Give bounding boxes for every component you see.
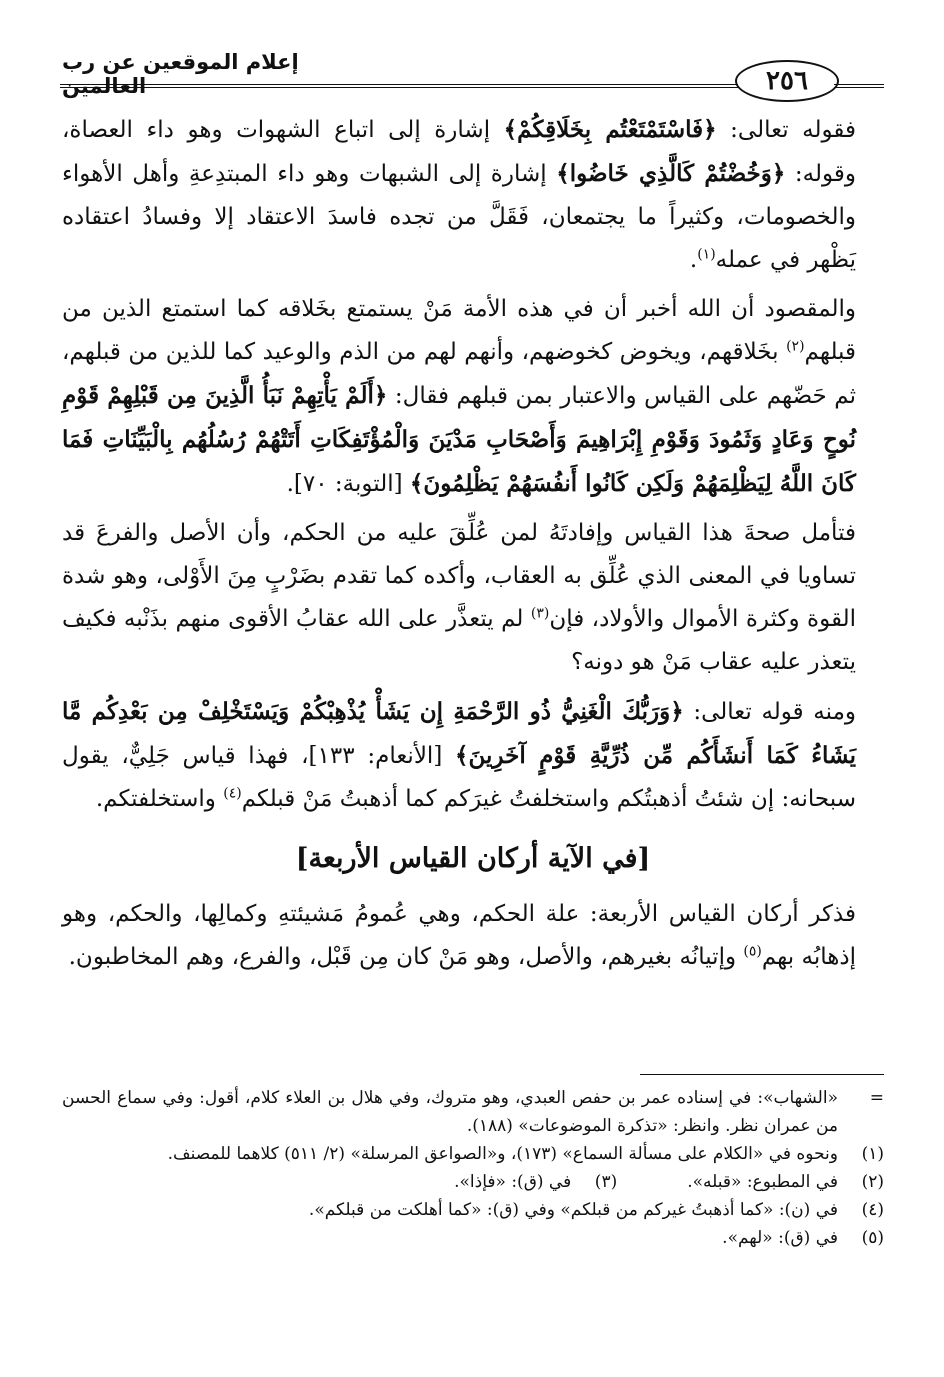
text-run: إشارة إلى اتباع الشهوات وهو داء العصاة، وقوله:: [62, 117, 856, 187]
text-run: والمقصود أن الله أخبر أن في هذه الأمة مَنْ يستمتع بخَلاقه كما استمتع الذين من قبلهم: [62, 296, 856, 365]
footnote-1: [62, 1140, 884, 1168]
text-run: واستخلفتكم.: [95, 786, 224, 812]
footnotes: [62, 1084, 884, 1252]
footnote-text: في (ن): «كما أذهبتُ غيركم من قبلكم» وفي (ق): «كما أهلكت من قبلكم».: [308, 1200, 838, 1220]
section-heading: [في الآية أركان القياس الأربعة]: [295, 843, 651, 874]
footnote-number: (٢): [861, 1172, 884, 1192]
paragraph: [62, 690, 884, 821]
footnote-2: [687, 1168, 884, 1196]
footnote-ref: (١): [697, 246, 716, 263]
paragraph: [62, 108, 884, 282]
text-run: فقوله تعالى:: [716, 117, 857, 143]
footnote-number: (٤): [861, 1200, 884, 1220]
footnote-text: في المطبوع: «قبله».: [687, 1172, 838, 1192]
footnote-text: ونحوه في «الكلام على مسألة السماع» (١٧٣)، و«الصواعق المرسلة» (٢/ ٥١١) كلاهما للمصنف.: [167, 1144, 838, 1164]
text-run: لم يتعذَّر على الله عقابُ الأقوى منهم بذَنْبه فكيف يتعذر عليه عقاب مَنْ هو دونه؟: [62, 606, 856, 675]
footnote-number: =: [869, 1088, 884, 1108]
quran-verse: ﴿فَاسْتَمْتَعْتُم بِخَلَاقِكُمْ﴾: [503, 116, 717, 143]
quran-verse: ﴿أَلَمْ يَأْتِهِمْ نَبَأُ الَّذِينَ مِن قَبْلِهِمْ قَوْمِ نُوحٍ وَعَادٍ وَثَمُودَ وَقَوْمِ إِبْرَاهِيمَ وَأَصْحَابِ مَدْيَنَ وَالْمُؤْتَفِكَاتِ أَتَتْهُمْ رُسُلُهُم بِالْبَيِّنَاتِ فَمَا كَانَ اللَّهُ لِيَظْلِمَهُمْ وَلَكِن كَانُوا أَنفُسَهُمْ يَظْلِمُونَ﴾: [62, 382, 856, 497]
footnote-5: [62, 1224, 884, 1252]
text-run: ومنه قوله تعالى:: [683, 699, 857, 725]
paragraph: [62, 893, 884, 979]
footnote-text: في (ق): «فإذا».: [454, 1172, 572, 1192]
quran-verse: ﴿وَرَبُّكَ الْغَنِيُّ ذُو الرَّحْمَةِ إِن يَشَأْ يُذْهِبْكُمْ وَيَسْتَخْلِفْ مِن بَعْدِكُم مَّا يَشَاءُ كَمَا أَنشَأَكُم مِّن ذُرِّيَّةِ قَوْمٍ آخَرِينَ﴾: [62, 698, 856, 769]
main-text: [62, 108, 884, 979]
footnote-number: (١): [861, 1144, 884, 1164]
running-title: إعلام الموقعين عن رب العالمين: [62, 50, 299, 98]
page-number: ٢٥٦: [735, 60, 839, 102]
text-run: بخَلاقهم، ويخوض كخوضهم، وأنهم لهم من الذم والوعيد كما للذين من قبلهم، ثم حَضّهم على القياس والاعتبار بمن قبلهم فقال:: [62, 339, 856, 409]
footnote-3: [454, 1168, 617, 1196]
footnote-number: (٥): [861, 1228, 884, 1248]
footnote-4: [62, 1196, 884, 1224]
quran-verse: ﴿وَخُضْتُمْ كَالَّذِي خَاضُوا﴾: [556, 160, 786, 187]
footnote-text: «الشهاب»: في إسناده عمر بن حفص العبدي، وهو متروك، وفي هلال بن العلاء كلام، أقول: وفي سماع الحسن من عمران نظر. وانظر: «تذكرة الموضوعات» (١٨٨).: [62, 1088, 838, 1136]
text-run: .: [689, 247, 698, 273]
header-rule: [60, 84, 738, 88]
footnote-number: (٣): [594, 1172, 618, 1192]
footnote-ref: (٤): [223, 785, 242, 802]
footnote-ref: (٥): [743, 943, 762, 960]
footnote-ref: (٣): [530, 605, 550, 622]
text-run: إشارة إلى الشبهات وهو داء المبتدِعةِ وأهل الأهواء والخصومات، وكثيراً ما يجتمعان، فَقَلَّ من تجده فاسدَ الاعتقاد إلا وفسادُ اعتقاده يَظْهر في عمله: [62, 161, 856, 273]
header-rule-right: [834, 84, 884, 88]
text-run: فذكر أركان القياس الأربعة: علة الحكم، وهي عُمومُ مَشيئتهِ وكمالِها، والحكم، وهو إذهابُه بهم: [62, 901, 856, 970]
text-run: وإتيانُه بغيرهم، والأصل، وهو مَنْ كان مِن قَبْل، والفرع، وهم المخاطبون.: [68, 944, 744, 970]
footnote-row: [62, 1168, 884, 1196]
footnote-text: في (ق): «لهم».: [722, 1228, 838, 1248]
text-run: [التوبة: ٧٠].: [286, 471, 410, 497]
paragraph: [62, 288, 884, 506]
footnote-continued: [62, 1084, 884, 1140]
text-run: فتأمل صحةَ هذا القياس وإفادتَهُ لمن عُلِّقَ عليه من الحكم، وأن الأصل والفرعَ قد تساويا في المعنى الذي عُلِّق به العقاب، وأكده كما تقدم بضَرْبٍ مِنَ الأَوْلى، وهو شدة القوة وكثرة الأموال والأولاد، فإن: [62, 520, 856, 632]
footnote-rule: [640, 1074, 884, 1075]
text-run: [الأنعام: ١٣٣]، فهذا قياس جَلِيٌّ، يقول سبحانه: إن شئتُ أذهبتُكم واستخلفتُ غيرَكم كما أذهبتُ مَنْ قبلكم: [62, 743, 856, 812]
paragraph: [62, 512, 884, 684]
footnote-ref: (٢): [786, 338, 805, 355]
